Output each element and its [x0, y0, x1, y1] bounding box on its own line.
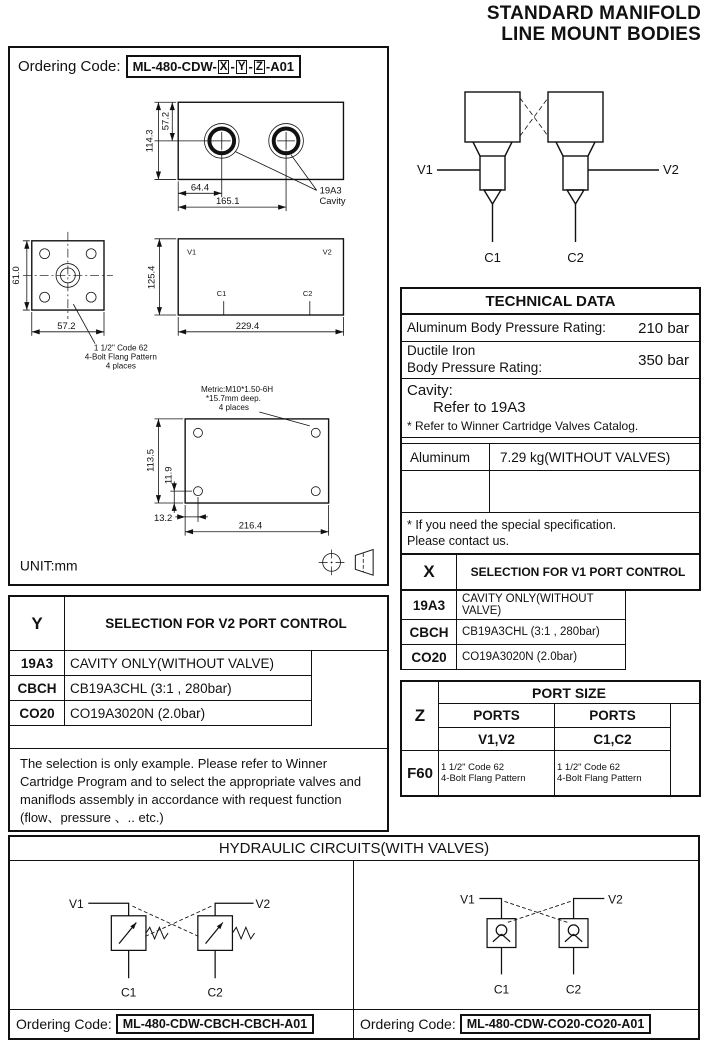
dim-125-4: 125.4: [145, 265, 157, 290]
ordering-code-prefix: ML-480-CDW-: [132, 59, 217, 74]
row-code: 19A3: [10, 651, 65, 675]
hydraulic-circuits-panel: [8, 835, 700, 1040]
cbch-ordering-row: [10, 1010, 354, 1038]
cavity-note: * Refer to Winner Cartridge Valves Catalog.: [407, 419, 639, 433]
special-note-line1: * If you need the special specification.: [407, 518, 617, 532]
row-desc: CB19A3CHL (3:1 , 280bar): [462, 626, 600, 638]
x-table-header: [400, 553, 701, 591]
port-label-c2: C2: [302, 289, 313, 299]
bottom-view: [185, 385, 328, 503]
x-table-title: SELECTION FOR V1 PORT CONTROL: [470, 565, 686, 579]
thread-note-line1: Metric:M10*1.50-6H: [200, 385, 274, 395]
ordering-code-value: [126, 55, 301, 78]
selection-example-note: The selection is only example. Please refer to Winner Cartridge Program and to select the appropriate valves and maniflods assembly in accordance with request function (flow、pressure 、.. etc.): [20, 756, 362, 825]
dim-61-0: 61.0: [10, 266, 21, 285]
ports-header-2: PORTS: [555, 704, 671, 728]
flange-cell-2-line2: 4-Bolt Flang Pattern: [557, 773, 642, 784]
ports-sub-2: C1,C2: [555, 728, 671, 751]
weight-table: [402, 443, 699, 513]
z-table-key: Z: [402, 682, 439, 751]
flange-cell-1-line1: 1 1/2" Code 62: [441, 761, 505, 773]
ordering-code-x: X: [219, 60, 228, 73]
top-view-dimensions: [143, 102, 345, 211]
page-title-line2: LINE MOUNT BODIES: [501, 24, 701, 46]
ordering-code-label: Ordering Code:: [16, 1016, 112, 1032]
y-table-key: Y: [10, 597, 65, 650]
x-table-key: X: [402, 555, 457, 589]
ports-header-1: PORTS: [439, 704, 555, 728]
cavity-value: Refer to 19A3: [433, 399, 526, 416]
y-selection-table: [8, 595, 389, 832]
circuit-v1-label: V1: [460, 892, 475, 907]
cavity-label: Cavity:: [407, 382, 453, 399]
weight-row: [402, 444, 699, 471]
circuit-v2-label: V2: [608, 892, 623, 907]
row-desc: CB19A3CHL (3:1 , 280bar): [70, 680, 232, 696]
ordering-code-label: Ordering Code:: [360, 1016, 456, 1032]
ductile-pressure-label-line1: Ductile Iron: [407, 343, 476, 359]
dim-113-5: 113.5: [144, 449, 156, 472]
technical-data-title: TECHNICAL DATA: [402, 289, 699, 315]
port-label-c1: C1: [216, 289, 227, 299]
schematic-c2-label: C2: [567, 250, 584, 265]
ports-sub-1: V1,V2: [439, 728, 555, 751]
flange-cell-2: [555, 751, 671, 795]
ordering-code-suffix: -A01: [265, 59, 295, 74]
dimension-drawing: [10, 48, 387, 584]
weight-value: 7.29 kg(WITHOUT VALVES): [500, 449, 671, 465]
flange-cell-2-line1: 1 1/2" Code 62: [557, 761, 621, 773]
technical-data-panel: [400, 287, 701, 557]
circuit-c1-label: C1: [120, 985, 137, 1000]
circuits-body: [10, 861, 698, 1009]
thread-note-line3: 4 places: [218, 403, 250, 413]
weight-row-empty: [402, 471, 699, 513]
dim-64-4: 64.4: [190, 181, 210, 193]
table-row: [402, 591, 625, 620]
circuit-c1-label: C1: [493, 982, 510, 997]
unit-label: UNIT:mm: [19, 557, 78, 574]
side-view-flange: [23, 232, 113, 319]
table-row: [10, 701, 311, 726]
ductile-pressure-row: [402, 342, 699, 379]
flange-note-line1: 1 1/2" Code 62: [93, 343, 148, 353]
manifold-towers: [465, 92, 603, 142]
row-code: 19A3: [402, 591, 457, 619]
schematic-v1-label: V1: [417, 162, 433, 177]
circuit-c2-label: C2: [207, 985, 223, 1000]
unit-and-projection: [20, 550, 373, 576]
x-selection-table: [400, 553, 701, 670]
flange-note-line2: 4-Bolt Flang Pattern: [84, 352, 157, 362]
row-code: CBCH: [10, 676, 65, 700]
row-desc: CO19A3020N (2.0bar): [70, 705, 206, 721]
dim-114-3: 114.3: [143, 129, 155, 153]
co20-circuit-half: [354, 861, 698, 1009]
co20-circuit-drawing: [354, 861, 698, 1009]
z-row-code: F60: [402, 751, 439, 795]
schematic-c1-label: C1: [484, 250, 501, 265]
side-view-body-dimensions: [145, 239, 343, 336]
circuits-footer: [10, 1009, 698, 1038]
cbch-circuit-half: [10, 861, 354, 1009]
dim-11-9: 11.9: [162, 466, 174, 485]
aluminum-pressure-value: 210 bar: [638, 319, 689, 337]
dim-57-2-top: 57.2: [159, 111, 171, 131]
check-valve-symbol: [559, 919, 588, 975]
manifold-outline-drawing: [395, 82, 707, 287]
projection-symbol: [319, 550, 373, 576]
cbch-circuit: [69, 897, 270, 999]
row-code: CO20: [402, 645, 457, 669]
bottom-view-dimensions: [144, 419, 328, 536]
co20-ordering-row: [354, 1010, 698, 1038]
aluminum-pressure-row: [402, 315, 699, 342]
cavity-callout-line1: 19A3: [319, 184, 342, 196]
hydraulic-circuits-title: HYDRAULIC CIRCUITS(WITH VALVES): [10, 837, 698, 861]
row-desc: CAVITY ONLY(WITHOUT VALVE): [70, 655, 275, 671]
co20-ordering-code: ML-480-CDW-CO20-CO20-A01: [460, 1014, 652, 1034]
page-title-line1: STANDARD MANIFOLD: [486, 3, 701, 24]
table-row: [402, 645, 625, 670]
y-table-rows: [10, 651, 312, 726]
cbch-ordering-code: ML-480-CDW-CBCH-CBCH-A01: [116, 1014, 314, 1034]
z-port-size-table: [400, 680, 701, 797]
y-table-header: [10, 597, 387, 651]
y-table-title: SELECTION FOR V2 PORT CONTROL: [105, 616, 347, 631]
ductile-pressure-value: 350 bar: [638, 351, 689, 369]
cbch-circuit-drawing: [10, 861, 353, 1009]
row-code: CO20: [10, 701, 65, 725]
weight-material: Aluminum: [402, 444, 490, 470]
port-label-v2: V2: [322, 247, 332, 257]
manifold-port-labels: [417, 162, 679, 265]
special-specification-note: [402, 513, 699, 555]
table-row: [10, 651, 311, 676]
flange-note-line3: 4 places: [105, 361, 136, 371]
flange-cell-1-line2: 4-Bolt Flang Pattern: [441, 773, 526, 784]
ordering-code-sep2: -: [248, 59, 253, 74]
port-label-v1: V1: [187, 247, 197, 257]
co20-circuit: [460, 892, 623, 996]
ordering-code-z: Z: [255, 60, 263, 73]
drawing-panel: [8, 46, 389, 586]
aluminum-pressure-label: Aluminum Body Pressure Rating:: [407, 319, 606, 335]
ductile-pressure-label-line2: Body Pressure Rating:: [407, 360, 543, 375]
ordering-code-label: Ordering Code:: [18, 58, 121, 75]
table-row: [402, 620, 625, 645]
table-row: [10, 676, 311, 701]
cavity-row: [402, 379, 699, 438]
z-table-title: PORT SIZE: [439, 682, 699, 704]
row-desc: CO19A3020N (2.0bar): [462, 651, 578, 663]
ordering-code-y: Y: [237, 60, 246, 73]
row-desc: CAVITY ONLY(WITHOUT VALVE): [462, 593, 594, 617]
cavity-callout-line2: Cavity: [319, 195, 346, 207]
flange-cell-1: [439, 751, 555, 795]
side-view-body: [178, 239, 343, 315]
page-title: [487, 3, 701, 46]
schematic-v2-label: V2: [663, 162, 679, 177]
circuit-c2-label: C2: [565, 982, 582, 997]
row-code: CBCH: [402, 620, 457, 644]
check-valve-symbol: [487, 919, 516, 975]
thread-note-line2: *15.7mm deep.: [205, 394, 261, 404]
circuit-v2-label: V2: [255, 897, 271, 912]
dim-57-2-flange: 57.2: [57, 319, 76, 331]
counterbalance-valve-symbol: [198, 916, 255, 978]
dim-13-2: 13.2: [153, 511, 173, 523]
manifold-valves: [473, 142, 595, 242]
special-note-line2: Please contact us.: [407, 534, 510, 549]
x-table-rows: [400, 591, 626, 670]
dim-165-1: 165.1: [215, 195, 240, 207]
dim-216-4: 216.4: [238, 519, 263, 531]
dim-229-4: 229.4: [235, 319, 260, 331]
ordering-code-sep1: -: [230, 59, 235, 74]
ordering-code-row: [18, 55, 301, 78]
counterbalance-valve-symbol: [111, 916, 168, 978]
circuit-v1-label: V1: [69, 897, 84, 912]
